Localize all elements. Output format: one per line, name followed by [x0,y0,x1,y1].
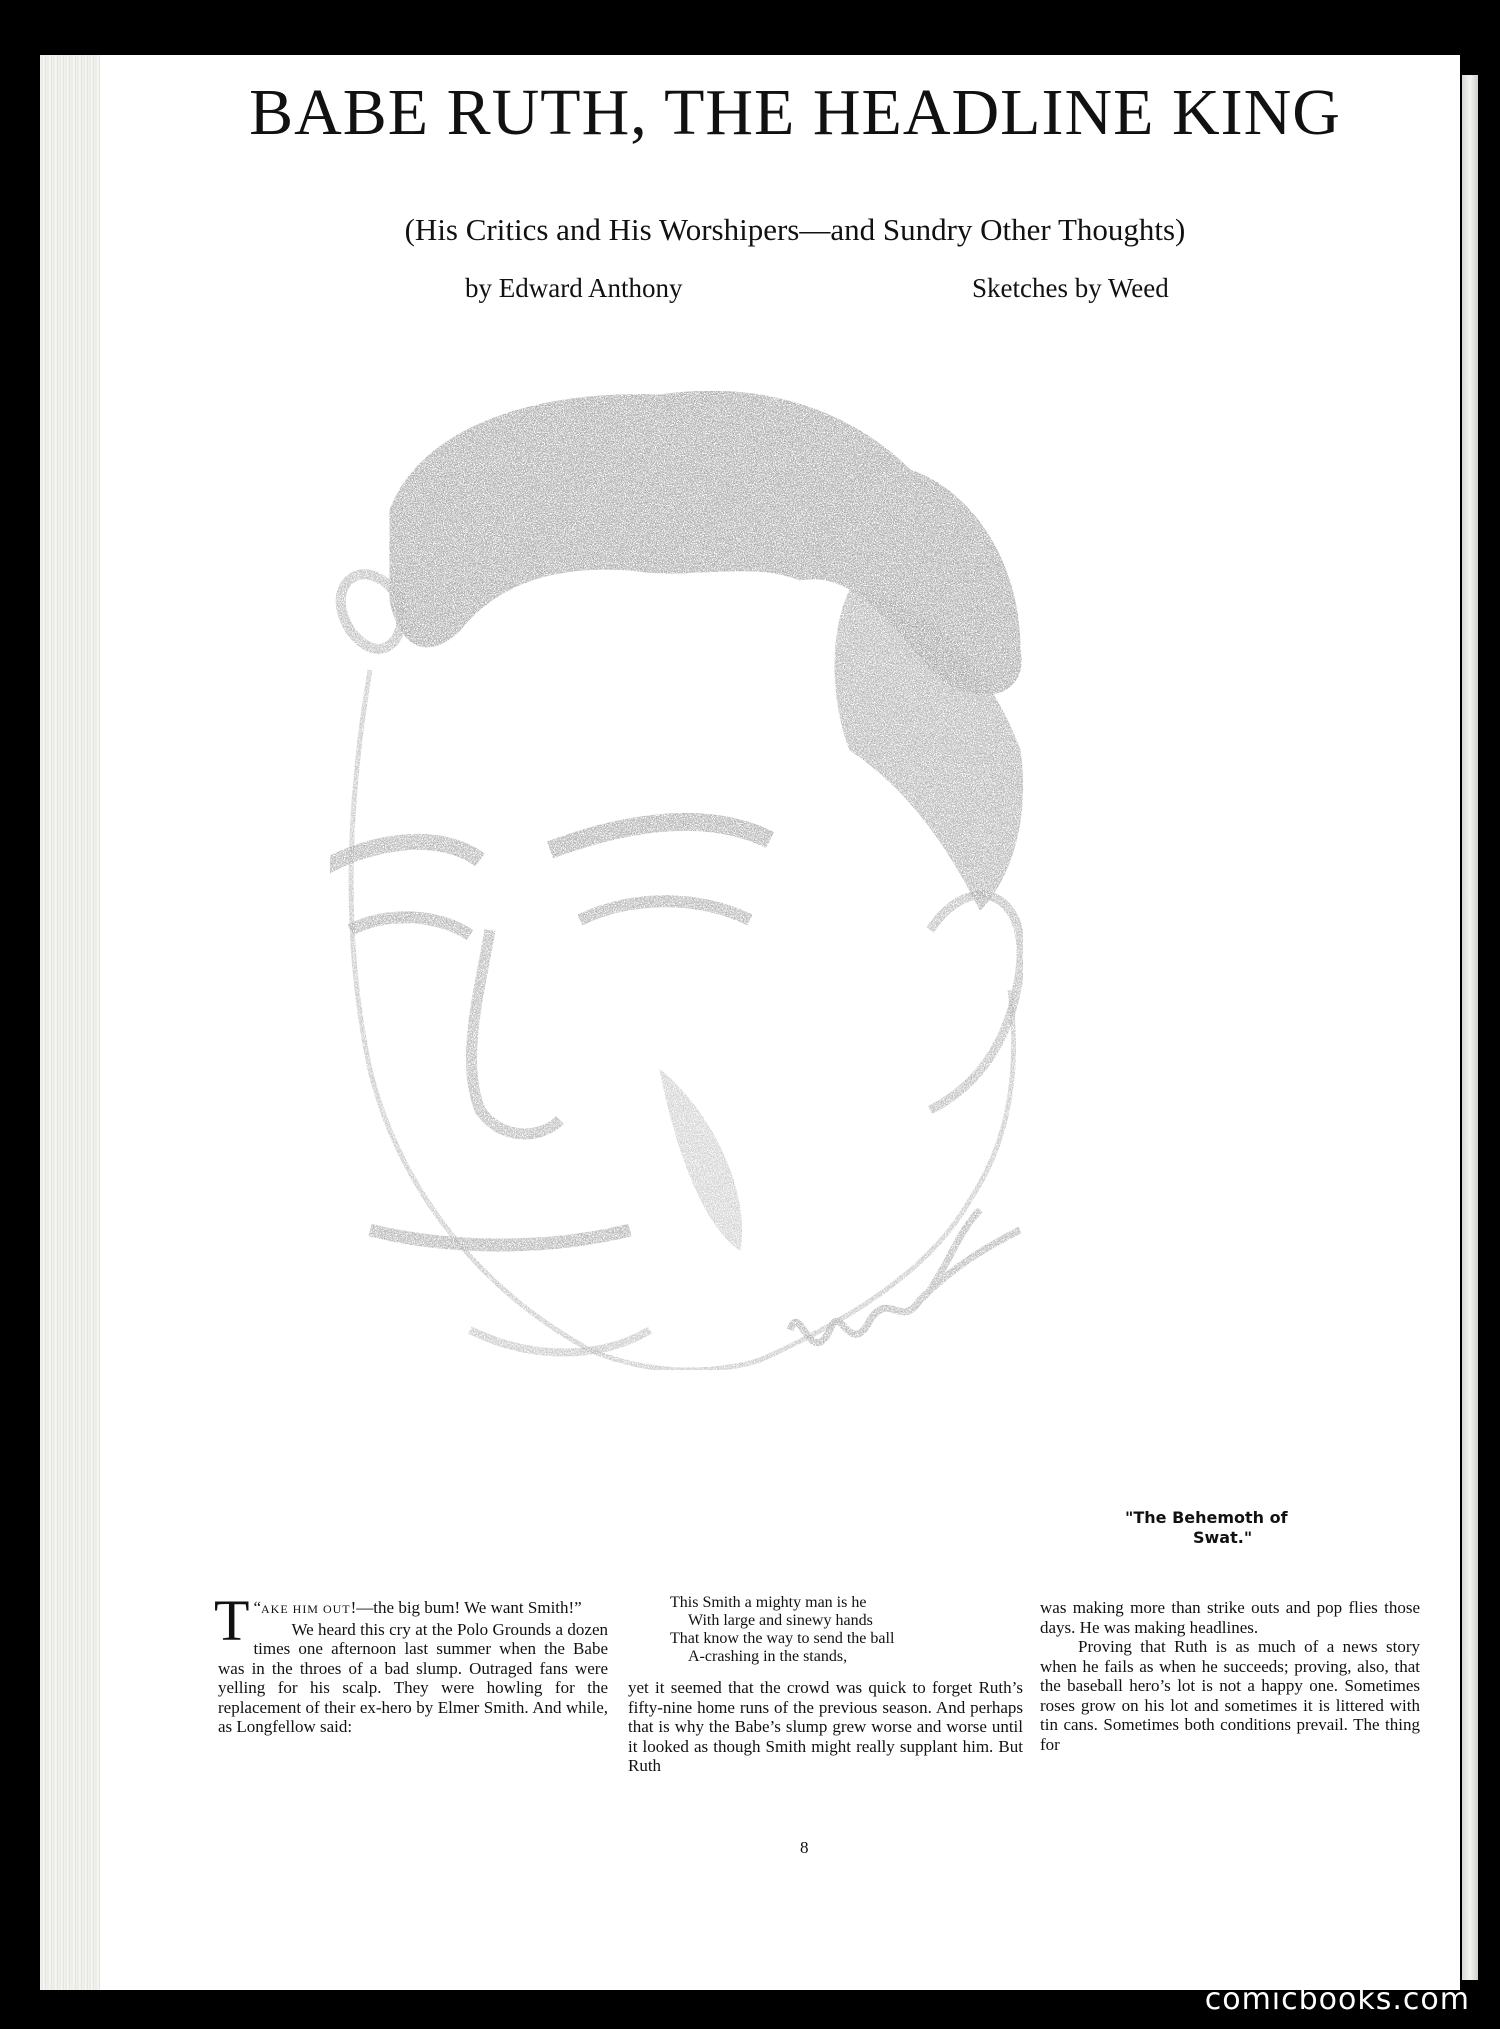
verse-line: That know the way to send the ball [670,1630,895,1647]
text-column-1 [214,1588,608,1737]
verse-line: A-crashing in the stands, [688,1648,848,1665]
small-caps-lead: AKE HIM OUT [260,1602,351,1616]
illustrator-byline: Sketches by Weed [972,273,1169,303]
opening-quote: “ [253,1598,261,1617]
text-column-3 [1040,1598,1420,1754]
book-page-edge [40,55,100,1990]
right-ear-shape [930,895,1021,1110]
left-eye-shape [350,917,470,935]
verse-line: This Smith a mighty man is he [670,1594,867,1611]
nose-shape [471,930,560,1134]
babe-ruth-sketch-portrait [330,370,1310,1570]
author-byline: by Edward Anthony [465,273,683,303]
text-column-2 [628,1594,1023,1776]
body-paragraph: We heard this cry at the Polo Grounds a dozen times one afternoon last summer when the Babe was in the throes of a bad slump. Outraged fans were yelling for his scalp. They were howling for the replacement of their ex-hero by Elmer Smith. And while, as Longfellow said: [218,1619,608,1736]
body-paragraph: yet it seemed that the crowd was quick to forget Ruth’s fifty-nine home runs of the previous season. And perhaps that is why the Babe’s slump grew worse and worse until it looked as though Smith might really supplant him. But Ruth [628,1678,1023,1775]
caption-line-2: Swat." [1193,1528,1253,1547]
body-paragraph: was making more than strike outs and pop flies those days. He was making headlines. [1040,1598,1420,1637]
longfellow-verse [670,1594,1023,1666]
illustration-caption [1125,1508,1355,1548]
body-paragraph: Proving that Ruth is as much of a news story when he fails as when he succeeds; proving, also, that the baseball hero’s lot is not a happy one. Sometimes roses grow on his lot and sometimes it is littered with tin cans. Sometimes both conditions prevail. The thing for [1040,1637,1420,1754]
facing-page-edge [1462,75,1478,1980]
verse-line: With large and sinewy hands [688,1612,873,1629]
drop-cap: T [214,1588,250,1653]
right-brow-shape [550,822,770,850]
article-title: BABE RUTH, THE HEADLINE KING [249,76,1341,149]
article-subtitle: (His Critics and His Worshipers—and Sundry Other Thoughts) [404,212,1186,247]
lead-sentence: !—the big bum! We want Smith!” [350,1598,582,1617]
watermark: comicbooks.com [1204,1982,1470,2017]
mouth-shape [370,1230,630,1245]
caption-line-1: "The Behemoth of [1125,1508,1288,1527]
page-number: 8 [800,1838,809,1857]
cheek-shading [660,1070,742,1250]
right-eye-shape [580,901,750,920]
